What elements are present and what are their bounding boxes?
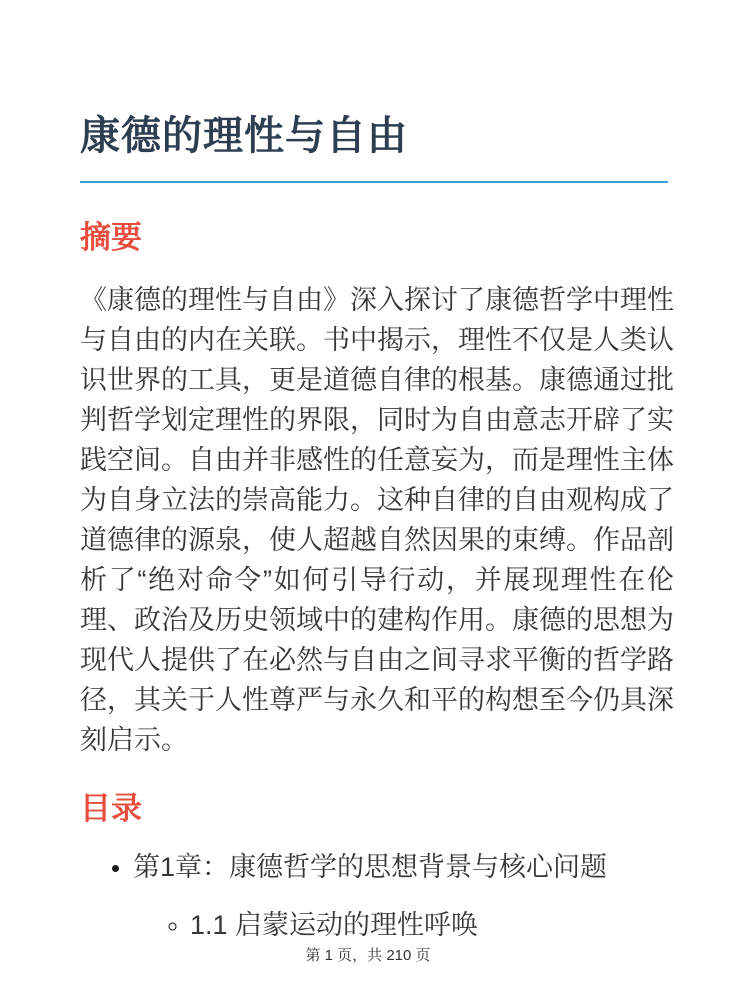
abstract-text: 《康德的理性与自由》深入探讨了康德哲学中理性与自由的内在关联。书中揭示，理性不仅是人类认识世界的工具，更是道德自律的根基。康德通过批判哲学划定理性的界限，同时为自由意志开辟了实践空间。自由并非感性的任意妄为，而是理性主体为自身立法的崇高能力。这种自律的自由观构成了道德律的源泉，使人超越自然因果的束缚。作品剖析了“绝对命令”如何引导行动，并展现理性在伦理、政治及历史领域中的建构作用。康德的思想为现代人提供了在必然与自由之间寻求平衡的哲学路径，其关于人性尊严与永久和平的构想至今仍具深刻启示。 bbox=[80, 285, 674, 756]
toc-sublist-chapter-1 bbox=[133, 905, 674, 945]
toc-subitem-1-1 bbox=[190, 905, 674, 945]
toc-item-chapter-1 bbox=[133, 847, 674, 945]
toc-heading: 目录 bbox=[80, 791, 142, 827]
toc-list bbox=[80, 847, 674, 945]
title-divider bbox=[80, 181, 668, 183]
page-title: 康德的理性与自由 bbox=[80, 114, 408, 158]
page-number-indicator: 第 1 页，共 210 页 bbox=[305, 947, 431, 964]
toc-item-label: 第1章：康德哲学的思想背景与核心问题 bbox=[133, 852, 608, 883]
abstract-heading: 摘要 bbox=[80, 220, 142, 255]
toc-subitem-label: 1.1 启蒙运动的理性呼唤 bbox=[190, 910, 479, 941]
